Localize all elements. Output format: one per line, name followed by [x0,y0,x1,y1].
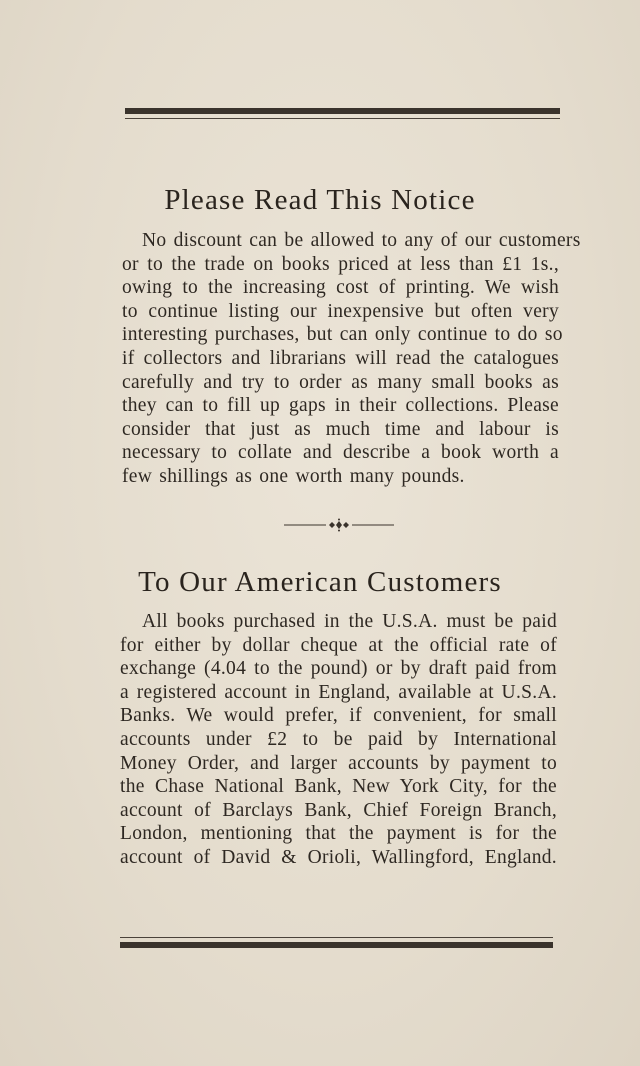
top-rule-thin [125,118,560,119]
notice-paragraph [122,229,581,489]
notice-line: consider that just as much time and labour is [122,418,559,440]
american-line: London, mentioning that the payment is for the [120,823,557,845]
notice-line: necessary to collate and describe a book worth a [122,442,559,464]
american-line: account of David & Orioli, Wallingford, England. [120,846,557,868]
notice-line: No discount can be allowed to any of our customers [142,230,581,251]
american-line: Money Order, and larger accounts by payment to [120,752,557,774]
bottom-rule-thin [120,937,553,938]
notice-line: they can to fill up gaps in their collections. Please [122,395,559,417]
american-paragraph [120,610,557,870]
american-line: Banks. We would prefer, if convenient, for small [120,705,557,727]
american-line: account of Barclays Bank, Chief Foreign Branch, [120,799,557,821]
notice-line: few shillings as one worth many pounds. [122,465,465,487]
notice-line: if collectors and librarians will read the catalogues [122,347,559,369]
notice-heading: Please Read This Notice [164,184,476,216]
notice-line: carefully and try to order as many small books as [122,371,559,393]
american-line: All books purchased in the U.S.A. must be paid [142,611,557,632]
american-line: the Chase National Bank, New York City, for the [120,776,557,798]
notice-line: owing to the increasing cost of printing. We wish [122,277,559,299]
american-heading: To Our American Customers [138,566,502,598]
american-line: accounts under £2 to be paid by International [120,728,557,750]
notice-line: or to the trade on books priced at less than £1 1s., [122,253,559,275]
american-line: for either by dollar cheque at the official rate of [120,634,557,656]
american-line: exchange (4.04 to the pound) or by draft paid from [120,658,557,680]
notice-line: interesting purchases, but can only continue to do so [122,324,563,346]
top-rule-thick [125,108,560,114]
american-line: a registered account in England, available at U.S.A. [120,681,557,703]
notice-line: to continue listing our inexpensive but often very [122,300,559,322]
ornament-divider-icon [284,518,394,532]
bottom-rule-thick [120,942,553,948]
